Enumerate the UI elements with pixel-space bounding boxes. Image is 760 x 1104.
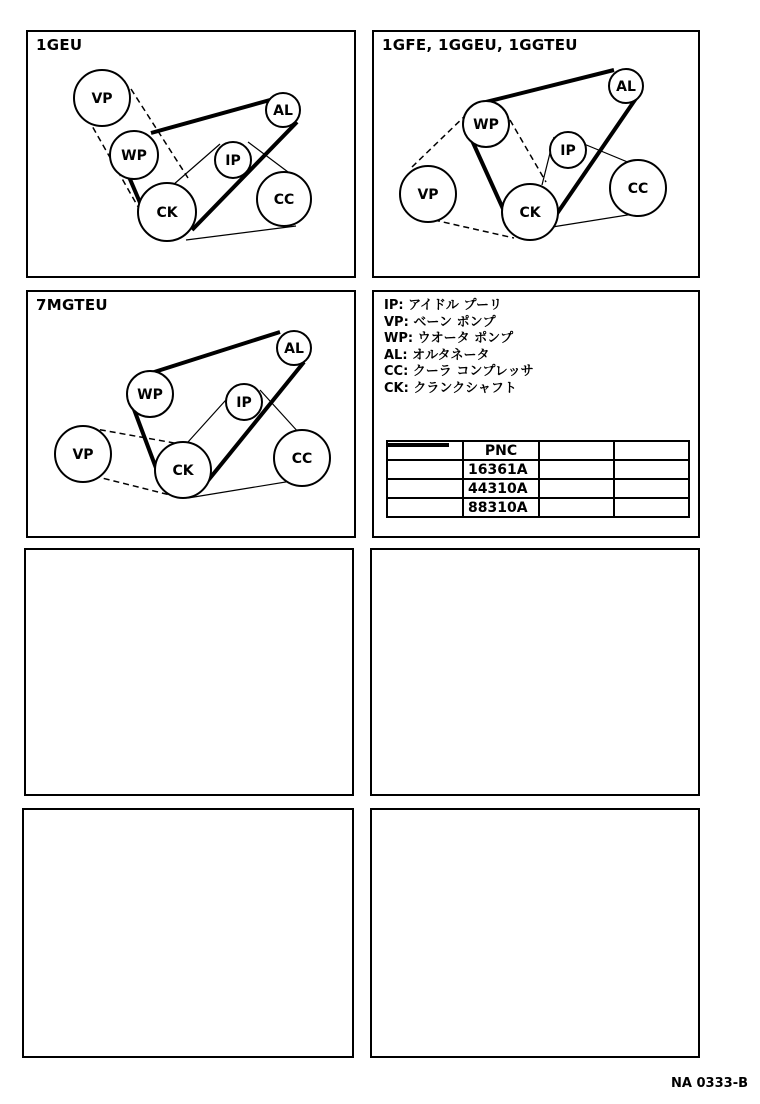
svg-text:AL: AL (273, 103, 293, 119)
pnc-table (386, 440, 690, 518)
belt-diagram-1gfe (374, 32, 702, 280)
svg-text:CC: CC (291, 451, 313, 467)
svg-text:CC: CC (273, 192, 295, 208)
abbreviation-legend (384, 298, 534, 397)
svg-text:IP: IP (236, 395, 252, 411)
pulley-wp (127, 371, 173, 417)
svg-text:CC: CC (627, 181, 649, 197)
legend-item-wp: WP: ウオータ ポンプ (384, 331, 514, 346)
pulley-ip (226, 384, 262, 420)
belt-thick (486, 70, 614, 102)
pulley-vp (55, 426, 111, 482)
diagram-panel-1gfe (372, 30, 700, 278)
pulley-ck (138, 183, 196, 241)
diagram-panel-7mgteu (26, 290, 356, 538)
belt-thick (148, 332, 280, 374)
svg-text:AL: AL (284, 341, 304, 357)
pulley-cc (257, 172, 311, 226)
svg-text:AL: AL (616, 79, 636, 95)
belt-dashed (434, 220, 514, 238)
pulley-wp (463, 101, 509, 147)
legend-item-vp: VP: ベーン ポンプ (384, 314, 496, 330)
belt-thick (151, 100, 270, 133)
thin-line-sample (387, 441, 449, 449)
pnc-value: 88310A (463, 498, 539, 517)
svg-text:WP: WP (473, 117, 499, 133)
pulley-ck (155, 442, 211, 498)
panel-title: 1GEU (36, 36, 83, 54)
pnc-row (387, 460, 689, 479)
belt-dashed (412, 112, 469, 167)
belt-diagram-7mgteu (28, 292, 358, 540)
svg-text:VP: VP (72, 447, 94, 463)
empty-panel (370, 808, 700, 1058)
pulley-cc (610, 160, 666, 216)
panel-title: 1GFE, 1GGEU, 1GGTEU (382, 36, 578, 54)
pnc-value: 16361A (463, 460, 539, 479)
legend-item-al: AL: オルタネータ (384, 347, 490, 363)
legend-item-ck: CK: クランクシャフト (384, 380, 517, 396)
legend-item-ip: IP: アイドル プーリ (384, 298, 503, 313)
panel-title: 7MGTEU (36, 296, 108, 314)
svg-text:VP: VP (417, 187, 439, 203)
pnc-value: 44310A (463, 479, 539, 498)
pulley-ip (215, 142, 251, 178)
pnc-row (387, 498, 689, 517)
pulley-wp (110, 131, 158, 179)
legend-item-cc: CC: クーラ コンプレッサ (384, 364, 534, 379)
svg-text:VP: VP (91, 91, 113, 107)
svg-text:WP: WP (121, 148, 147, 164)
svg-text:CK: CK (172, 463, 194, 479)
pulley-cc (274, 430, 330, 486)
svg-text:CK: CK (156, 205, 178, 221)
diagram-panel-1geu (26, 30, 356, 278)
pulley-al (609, 69, 643, 103)
empty-panel (22, 808, 354, 1058)
empty-panel (370, 548, 700, 796)
pulley-vp (400, 166, 456, 222)
svg-text:IP: IP (560, 143, 576, 159)
pulley-ip (550, 132, 586, 168)
pulley-al (277, 331, 311, 365)
empty-panel (24, 548, 354, 796)
belt-diagram-1geu (28, 32, 358, 280)
pulley-vp (74, 70, 130, 126)
svg-text:IP: IP (225, 153, 241, 169)
pnc-row (387, 479, 689, 498)
svg-text:WP: WP (137, 387, 163, 403)
belt-dashed (510, 120, 546, 182)
svg-text:CK: CK (519, 205, 541, 221)
belt-thin (186, 226, 296, 240)
pulley-ck (502, 184, 558, 240)
pnc-header-label: PNC (463, 441, 539, 460)
pulley-al (266, 93, 300, 127)
drawing-code: NA 0333-B (671, 1076, 748, 1091)
legend-panel (372, 290, 700, 538)
